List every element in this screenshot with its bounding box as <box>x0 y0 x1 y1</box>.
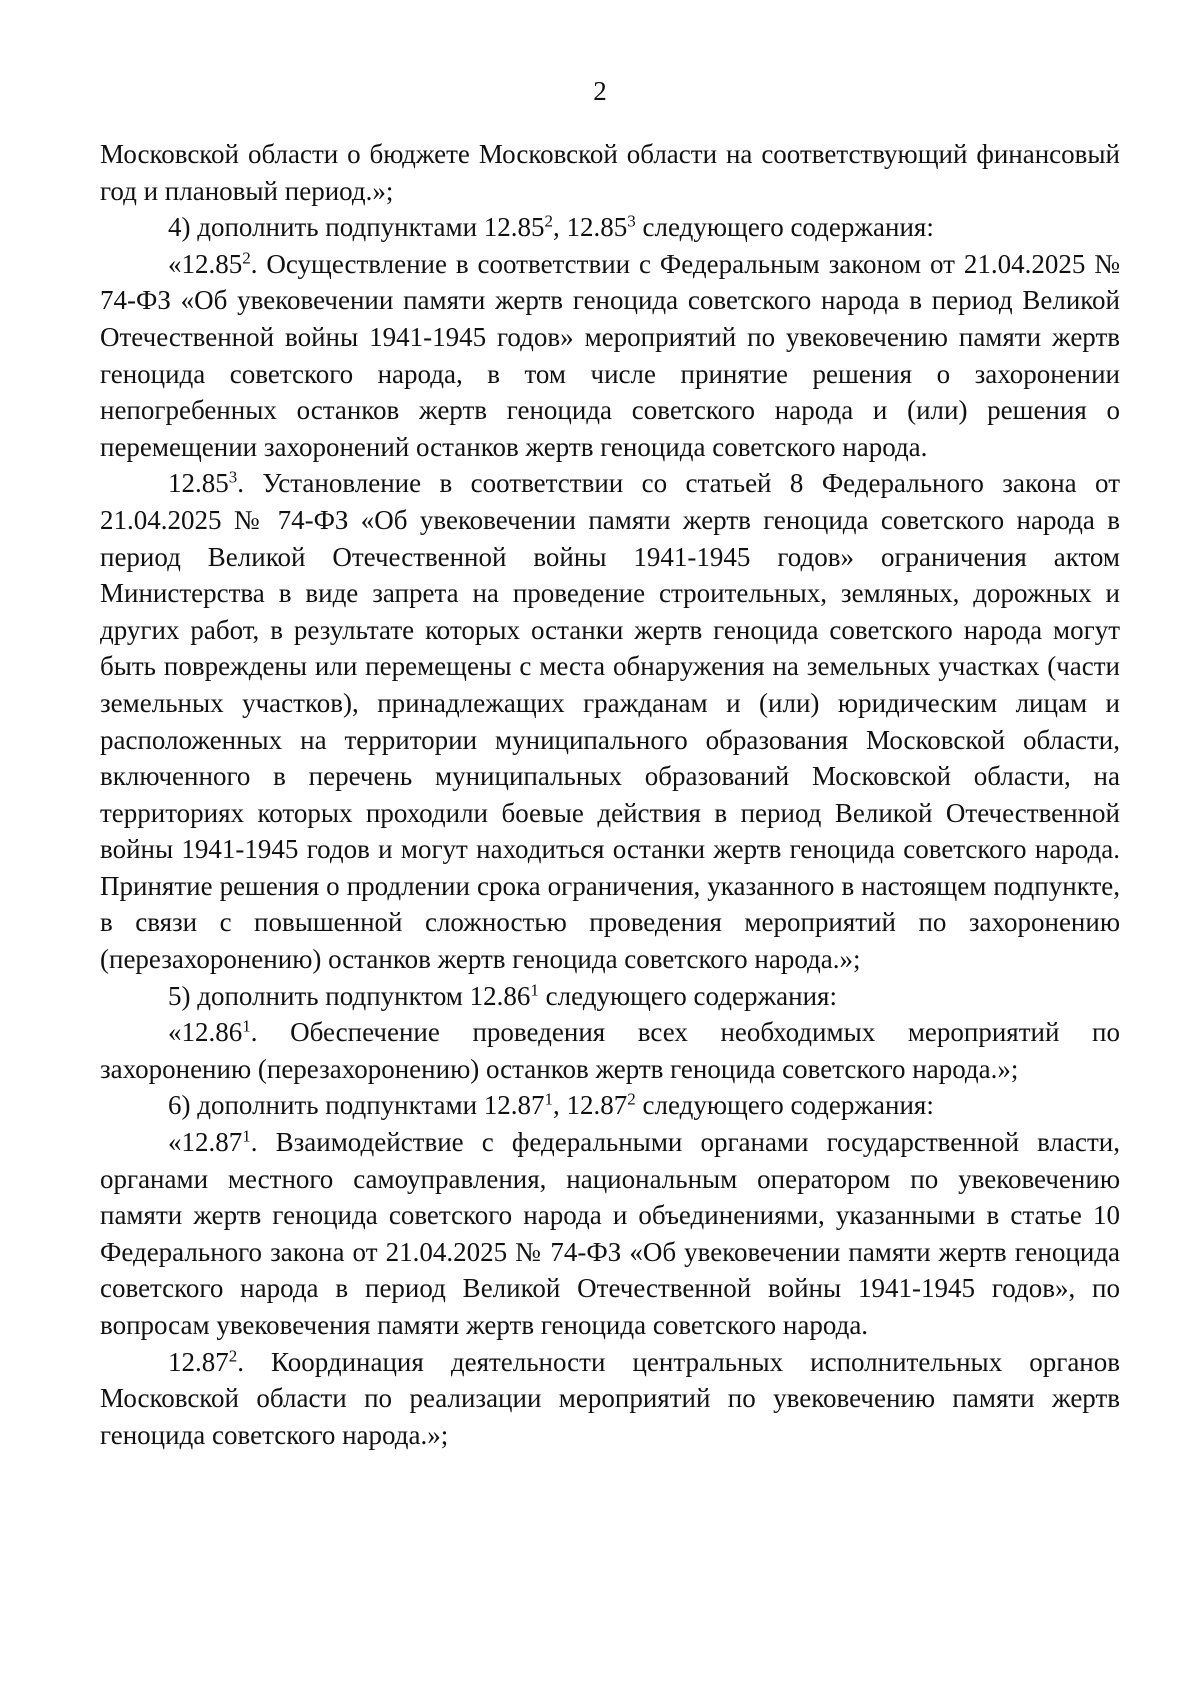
paragraph <box>100 246 1120 466</box>
paragraph <box>100 1087 1120 1124</box>
paragraph <box>100 1014 1120 1087</box>
superscript-index: 1 <box>242 1126 251 1146</box>
paragraph-text: , 12.85 <box>553 212 628 243</box>
paragraph-text: 12.85 <box>168 468 229 499</box>
paragraph-text: . Взаимодействие с федеральными органами государственной власти, органами местного самоуправления, национальным оператором по увековечению памяти жертв геноцида советского народа и объединениями, указанными в статье 10 Федерального закона от 21.04.2025 № 74-ФЗ «Об увековечении памяти жертв геноцида советского народа в период Великой Отечественной войны 1941-1945 годов», по вопросам увековечения памяти жертв геноцида советского народа. <box>100 1127 1120 1340</box>
paragraph-text: следующего содержания: <box>538 980 837 1011</box>
paragraph <box>100 136 1120 209</box>
superscript-index: 3 <box>228 468 238 487</box>
paragraph <box>100 465 1120 977</box>
superscript-index: 1 <box>544 1090 554 1110</box>
paragraph <box>100 1124 1120 1344</box>
document-body <box>100 136 1120 1453</box>
superscript-index: 1 <box>530 980 539 1000</box>
superscript-index: 2 <box>544 211 554 231</box>
paragraph-text: Московской области о бюджете Московской области на соответствующий финансовый год и плановый период.»; <box>100 139 1120 206</box>
paragraph-text: 5) дополнить подпунктом 12.86 <box>168 980 531 1011</box>
paragraph-text: , 12.87 <box>553 1090 628 1121</box>
page-number: 2 <box>593 76 607 106</box>
paragraph-text: «12.85 <box>168 248 243 279</box>
superscript-index: 2 <box>228 1346 238 1366</box>
paragraph-text: . Осуществление в соответствии с Федеральным законом от 21.04.2025 № 74-ФЗ «Об увековечении памяти жертв геноцида советского народа в период Великой Отечественной войны 1941-1945 годов» мероприятий по увековечению памяти жертв геноцида советского народа, в том числе принятие решения о захоронении непогребенных останков жертв геноцида советского народа и (или) решения о перемещении захоронений останков жертв геноцида советского народа. <box>100 248 1120 462</box>
paragraph-text: . Координация деятельности центральных исполнительных органов Московской области по реализации мероприятий по увековечению памяти жертв геноцида советского народа.»; <box>100 1346 1120 1450</box>
paragraph <box>100 1344 1120 1454</box>
superscript-index: 3 <box>627 211 636 231</box>
paragraph-text: . Установление в соответствии со статьей 8 Федерального закона от 21.04.2025 № 74-ФЗ «Об увековечении памяти жертв геноцида советского народа в период Великой Отечественной войны 1941-1945 годов» ограничения актом Министерства в виде запрета на проведение строительных, земляных, дорожных и других работ, в результате которых останки жертв геноцида советского народа могут быть повреждены или перемещены с места обнаружения на земельных участках (части земельных участков), принадлежащих гражданам и (или) юридическим лицам и расположенных на территории муниципального образования Московской области, включенного в перечень муниципальных образований Московской области, на территориях которых проходили боевые действия в период Великой Отечественной войны 1941-1945 годов и могут находиться останки жертв геноцида советского народа. Принятие решения о продлении срока ограничения, указанного в настоящем подпункте, в связи с повышенной сложностью проведения мероприятий по захоронению (перезахоронению) останков жертв геноцида советского народа.»; <box>100 468 1120 975</box>
paragraph-text: «12.87 <box>168 1127 243 1158</box>
superscript-index: 2 <box>242 248 251 268</box>
paragraph-text: . Обеспечение проведения всех необходимых мероприятий по захоронению (перезахоронению) останков жертв геноцида советского народа.»; <box>100 1017 1120 1084</box>
paragraph-text: 12.87 <box>168 1346 229 1377</box>
superscript-index: 2 <box>627 1090 636 1110</box>
paragraph-text: 4) дополнить подпунктами 12.85 <box>168 212 545 243</box>
paragraph-text: следующего содержания: <box>635 212 934 243</box>
paragraph-text: «12.86 <box>168 1017 243 1048</box>
superscript-index: 1 <box>242 1016 251 1036</box>
paragraph-text: 6) дополнить подпунктами 12.87 <box>168 1090 545 1121</box>
paragraph <box>100 209 1120 246</box>
paragraph-text: следующего содержания: <box>635 1090 934 1121</box>
paragraph <box>100 978 1120 1015</box>
